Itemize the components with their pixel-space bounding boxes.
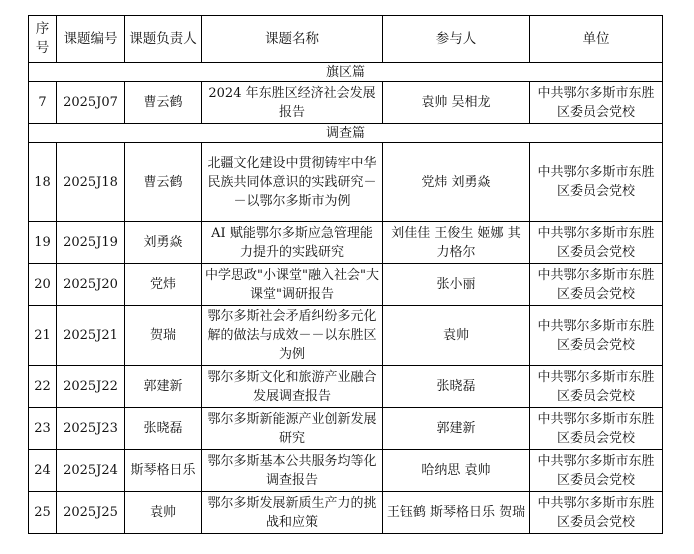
cell-name: 鄂尔多斯文化和旅游产业融合发展调查报告 (202, 366, 383, 408)
cell-seq: 24 (29, 450, 57, 492)
table-row (29, 450, 663, 492)
cell-unit: 中共鄂尔多斯市东胜区委员会党校 (530, 222, 663, 264)
cell-seq: 21 (29, 306, 57, 366)
header-name: 课题名称 (202, 16, 383, 63)
cell-code: 2025J23 (57, 408, 125, 450)
cell-code: 2025J19 (57, 222, 125, 264)
cell-leader: 曹云鹤 (125, 82, 202, 124)
section-row (29, 124, 663, 143)
header-leader: 课题负责人 (125, 16, 202, 63)
cell-leader: 曹云鹤 (125, 143, 202, 222)
cell-name: 鄂尔多斯发展新质生产力的挑战和应策 (202, 492, 383, 534)
cell-code: 2025J18 (57, 143, 125, 222)
cell-unit: 中共鄂尔多斯市东胜区委员会党校 (530, 306, 663, 366)
cell-participants: 张小丽 (383, 264, 530, 306)
cell-seq: 20 (29, 264, 57, 306)
cell-leader: 贺瑞 (125, 306, 202, 366)
cell-leader: 张晓磊 (125, 408, 202, 450)
cell-participants: 党炜 刘勇焱 (383, 143, 530, 222)
cell-unit: 中共鄂尔多斯市东胜区委员会党校 (530, 82, 663, 124)
cell-name: 鄂尔多斯新能源产业创新发展研究 (202, 408, 383, 450)
project-table (28, 15, 663, 534)
cell-leader: 郭建新 (125, 366, 202, 408)
cell-name: 鄂尔多斯社会矛盾纠纷多元化解的做法与成效－－以东胜区为例 (202, 306, 383, 366)
cell-seq: 23 (29, 408, 57, 450)
cell-seq: 18 (29, 143, 57, 222)
table-row (29, 264, 663, 306)
cell-leader: 党炜 (125, 264, 202, 306)
table-row (29, 366, 663, 408)
cell-code: 2025J25 (57, 492, 125, 534)
cell-participants: 郭建新 (383, 408, 530, 450)
cell-seq: 7 (29, 82, 57, 124)
cell-participants: 哈纳思 袁帅 (383, 450, 530, 492)
section-title: 调查篇 (29, 124, 663, 143)
table-wrapper (28, 15, 663, 534)
cell-unit: 中共鄂尔多斯市东胜区委员会党校 (530, 366, 663, 408)
cell-name: 北疆文化建设中贯彻铸牢中华民族共同体意识的实践研究－－以鄂尔多斯市为例 (202, 143, 383, 222)
cell-participants: 袁帅 吴相龙 (383, 82, 530, 124)
cell-name: 中学思政"小课堂"融入社会"大课堂"调研报告 (202, 264, 383, 306)
cell-unit: 中共鄂尔多斯市东胜区委员会党校 (530, 264, 663, 306)
cell-participants: 王钰鹤 斯琴格日乐 贺瑞 (383, 492, 530, 534)
header-seq: 序号 (29, 16, 57, 63)
table-row (29, 492, 663, 534)
cell-unit: 中共鄂尔多斯市东胜区委员会党校 (530, 492, 663, 534)
section-title: 旗区篇 (29, 63, 663, 82)
cell-leader: 刘勇焱 (125, 222, 202, 264)
cell-unit: 中共鄂尔多斯市东胜区委员会党校 (530, 450, 663, 492)
table-row (29, 222, 663, 264)
cell-unit: 中共鄂尔多斯市东胜区委员会党校 (530, 408, 663, 450)
cell-name: AI 赋能鄂尔多斯应急管理能力提升的实践研究 (202, 222, 383, 264)
cell-unit: 中共鄂尔多斯市东胜区委员会党校 (530, 143, 663, 222)
cell-leader: 斯琴格日乐 (125, 450, 202, 492)
cell-seq: 25 (29, 492, 57, 534)
header-unit: 单位 (530, 16, 663, 63)
cell-leader: 袁帅 (125, 492, 202, 534)
cell-code: 2025J22 (57, 366, 125, 408)
cell-participants: 张晓磊 (383, 366, 530, 408)
table-row (29, 408, 663, 450)
header-participants: 参与人 (383, 16, 530, 63)
cell-code: 2025J24 (57, 450, 125, 492)
cell-code: 2025J20 (57, 264, 125, 306)
table-row (29, 306, 663, 366)
section-row (29, 63, 663, 82)
cell-seq: 19 (29, 222, 57, 264)
cell-name: 鄂尔多斯基本公共服务均等化调查报告 (202, 450, 383, 492)
cell-name: 2024 年东胜区经济社会发展报告 (202, 82, 383, 124)
cell-code: 2025J07 (57, 82, 125, 124)
cell-participants: 袁帅 (383, 306, 530, 366)
cell-code: 2025J21 (57, 306, 125, 366)
cell-seq: 22 (29, 366, 57, 408)
header-code: 课题编号 (57, 16, 125, 63)
cell-participants: 刘佳佳 王俊生 姬娜 其力格尔 (383, 222, 530, 264)
table-row (29, 82, 663, 124)
table-row (29, 143, 663, 222)
header-row (29, 16, 663, 63)
